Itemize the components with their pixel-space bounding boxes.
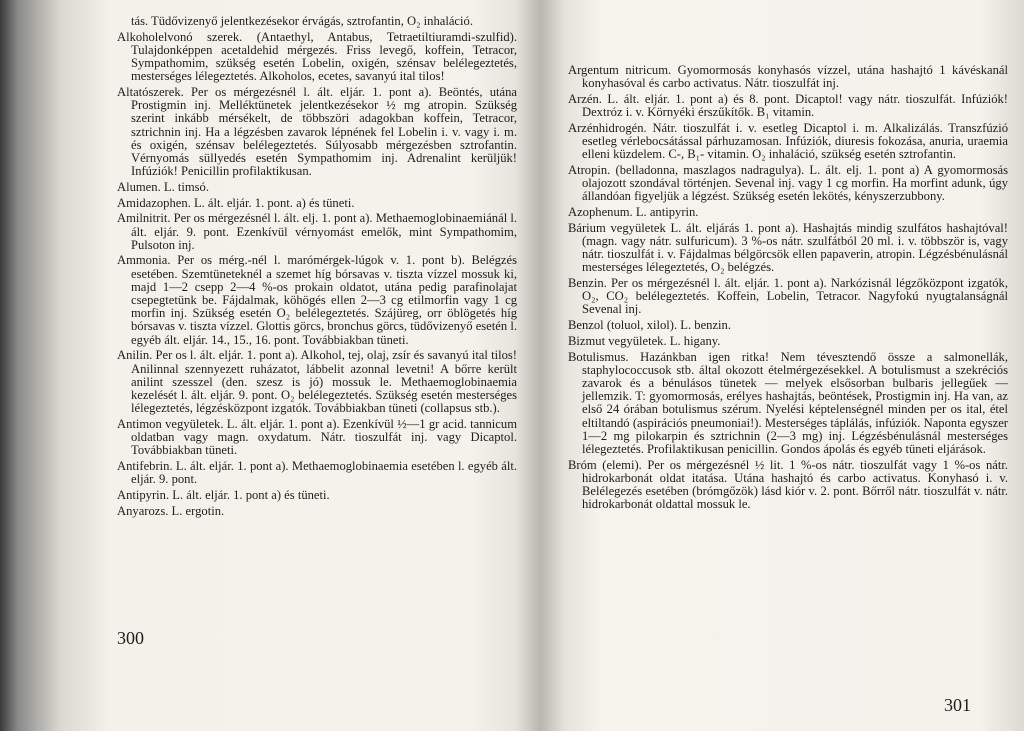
- entry-text: Alkoholelvonó szerek. (Antaethyl, Antabus, Tetraetiltiuramdi-szulfid). Tulajdonképpen acetaldehid mérgezés. Friss levegő, koffein, Tetracor, Sympathomim, szükség esetén Lobelin, oxigén, szénsav belélegeztetés, mesterséges lélegeztetés. Alkoholos, ecetes, savanyú ital tilos!: [117, 29, 517, 84]
- entry-text: Anilin. Per os l. ált. eljár. 1. pont a). Alkohol, tej, olaj, zsír és savanyú ital tilos! Anilinnal szennyezett ruházatot, lábbelit azonnal levetni! A bőrre került anilint szesszel (den. szesz is jó) mossuk le. Methaemoglobinaemia kezelését l. ált. eljár. 9. pont. O₂ belélegeztetés. Szükség esetén mesterséges lélegeztetés, légzésközpont izgatók. Továbbiakban tüneti (collapsus stb.).: [117, 348, 517, 416]
- entry-text: Bróm (elemi). Per os mérgezésnél ½ lit. 1 %-os nátr. tioszulfát vagy 1 %-os nátr. hidrokarbonát oldat itatása. Utána hashajtó és carbo activatus. Konyhasó i. v. Belélegezés esetében (brómgőzök) lásd kiór v. 2. pont. Bőrről nátr. tioszulfát v. nátr. hidrokarbonát oldattal mossuk le.: [568, 457, 1008, 512]
- entry-text: Arzén. L. ált. eljár. 1. pont a) és 8. pont. Dicaptol! vagy nátr. tioszulfát. Infúziók! Dextróz i. v. Környéki érszűkítők. B₁ vitamin.: [568, 91, 1008, 120]
- entry-text: tás. Tüdővizenyő jelentkezésekor érvágás, sztrofantin, O₂ inhaláció.: [131, 14, 473, 28]
- entry-text: Azophenum. L. antipyrin.: [568, 205, 699, 220]
- left-column: [117, 15, 517, 520]
- entry-text: Antifebrin. L. ált. eljár. 1. pont a). Methaemoglobinaemia esetében l. egyéb ált. eljár. 9. pont.: [117, 459, 517, 487]
- entry-text: Ammonia. Per os mérg.-nél l. marómérgek-lúgok v. 1. pont b). Belégzés esetében. Szemtüneteknél a szemet híg bórsavas v. tiszta vízzel mossuk ki, majd 1—2 csepp 2—4 %-os prokain oldatot, utána pedig parafinolajat csepegtetünk be. Fájdalmak, köhögés ellen 2—3 cg etilmorfin vagy 1 cg morfin inj. Szükség esetén O₂ belélegeztetés. Szájüreg, orr öblögetés híg bórsavas v. tiszta vízzel. Glottis görcs, bronchus görcs, tüdővizenyő esetén l. egyéb ált. eljár. 14., 15., 16. pont. Továbbiakban tüneti.: [117, 253, 517, 347]
- page-number: 301: [944, 695, 971, 715]
- right-page: [540, 0, 1024, 731]
- entry-text: Arzénhidrogén. Nátr. tioszulfát i. v. esetleg Dicaptol i. m. Alkalizálás. Transzfúzió esetleg vérlebocsátással párhuzamosan. Infúziók, diuresis fokozása, anuria, uraemia elleni küzdelem. C-, B₁- vitamin. O₂ inhaláció, szükség esetén sztrofantin.: [568, 120, 1008, 162]
- entry-text: Argentum nitricum. Gyomormosás konyhasós vízzel, utána hashajtó 1 kávéskanál konyhasóval és carbo activatus. Nátr. tioszulfát inj.: [568, 63, 1008, 91]
- entry-text: Bárium vegyületek L. ált. eljárás 1. pont a). Hashajtás mindig szulfátos hashajtóval! (magn. vagy nátr. sulfuricum). 3 %-os nátr. szulfátból 20 ml. i. v. többször is, vagy nátr. tioszulfát i. v. Fájdalmas bélgörcsök ellen papaverin, atropin. Légzésbénulásnál mesterséges lélegeztetés, O₂ belégzés.: [568, 220, 1008, 275]
- entry-text: Benzol (toluol, xilol). L. benzin.: [568, 318, 731, 333]
- entry-text: Altatószerek. Per os mérgezésnél l. ált. eljár. 1. pont a). Beöntés, utána Prostigmin inj. Melléktünetek jelentkezésekor ½ mg atropin. Szükség szerint inkább mérsékelt, de többszöri adagokban koffein, Tetracor, sztrichnin inj. Ha a légzésben zavarok lépnének fel Lobelin i. v. vagy i. m. és oxigén, szénsav belélegeztetés. Súlyosabb mérgezésben sztrofantin. Vérnyomás süllyedés esetén Sympathomim inj. Adrenalint kerüljük! Infúziók! Penicillin profilaktikusan.: [117, 85, 517, 179]
- entry-text: Amidazophen. L. ált. eljár. 1. pont. a) és tüneti.: [117, 195, 355, 210]
- right-column: [568, 64, 1008, 514]
- entry-text: Bizmut vegyületek. L. higany.: [568, 333, 721, 348]
- entry-text: Botulismus. Hazánkban igen ritka! Nem tévesztendő össze a salmonellák, staphylococcusok stb. által okozott ételmérgezésekkel. A botulismust a szekréciós zavarok és a bénulásos tünetek — melyek elsősorban bulbaris jellegűek — jellemzik. T: gyomormosás, erélyes hashajtás, beöntések, Prostigmin inj. Ha van, az első 24 órában botulismus szérum. Nyelési képtelenségnél minden per os ital, étel eltiltandó (aspirációs pneumoniai!). Mesterséges táplálás, infúziók. Naponta egyszer 1—2 mg pilokarpin és sztrichnin (2—3 mg) inj. Légzésbénulásnál mesterséges lélegeztetés. Profilaktikusan penicillin. Gondos ápolás és egyéb tüneti eljárások.: [568, 349, 1008, 456]
- entry-text: Benzin. Per os mérgezésnél l. ált. eljár. 1. pont a). Narkózisnál légzőközpont izgatók, O₂, CO₂ belélegeztetés. Koffein, Lobelin, Tetracor. Nagyfokú nyugtalanságnál Sevenal inj.: [568, 276, 1008, 317]
- entry-text: Alumen. L. timsó.: [117, 179, 209, 194]
- entry-text: Antipyrin. L. ált. eljár. 1. pont a) és tüneti.: [117, 487, 330, 502]
- entry-text: Atropin. (belladonna, maszlagos nadragulya). L. ált. elj. 1. pont a) A gyomormosás olajozott szondával történjen. Sevenal inj. vagy 1 cg morfin. Ha morfint adunk, úgy állandóan figyeljük a légzést. Szükség esetén lekötés, kényszerzubbony.: [568, 162, 1008, 204]
- entry-text: Amilnitrit. Per os mérgezésnél l. ált. elj. 1. pont a). Methaemoglobinaemiánál l. ált. eljár. 9. pont. Ezenkívül vérnyomást emelők, mint Sympathomim, Pulsoton inj.: [117, 211, 517, 252]
- entry-text: Anyarozs. L. ergotin.: [117, 503, 225, 518]
- entry-text: Antimon vegyületek. L. ált. eljár. 1. pont a). Ezenkívül ½—1 gr acid. tannicum oldatban vagy magn. oxydatum. Nátr. tioszulfát inj. vagy Dicaptol. Továbbiakban tüneti.: [117, 416, 517, 458]
- page-number: 300: [117, 628, 144, 648]
